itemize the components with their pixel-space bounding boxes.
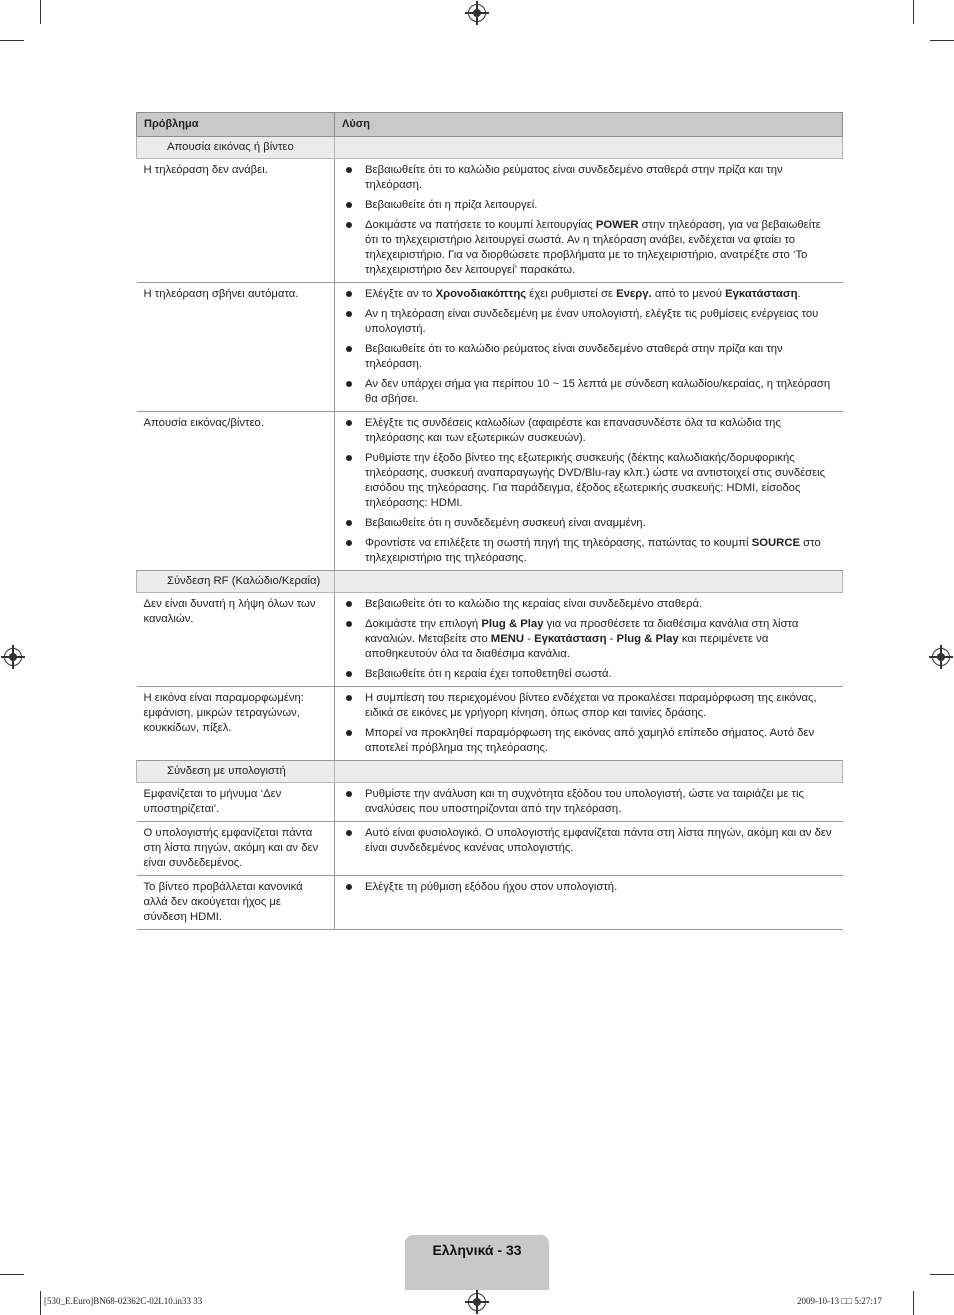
table-row	[137, 593, 843, 687]
crop-mark	[913, 1291, 914, 1315]
solution-cell	[335, 822, 843, 876]
solution-item: Βεβαιωθείτε ότι το καλώδιο της κεραίας είναι συνδεδεμένο σταθερά.	[342, 597, 836, 612]
problem-cell: Ο υπολογιστής εμφανίζεται πάντα στη λίστα πηγών, ακόμη και αν δεν είναι συνδεδεμένος.	[137, 822, 335, 876]
section-title: Σύνδεση RF (Καλώδιο/Κεραία)	[137, 571, 335, 593]
section-empty-cell	[335, 571, 843, 593]
solution-list	[342, 287, 836, 407]
solution-list	[342, 826, 836, 856]
solution-item: Βεβαιωθείτε ότι η κεραία έχει τοποθετηθεί σωστά.	[342, 667, 836, 682]
table-row	[137, 822, 843, 876]
section-row	[137, 761, 843, 783]
crop-mark	[930, 1274, 954, 1275]
solution-item: Ελέγξτε τη ρύθμιση εξόδου ήχου στον υπολογιστή.	[342, 880, 836, 895]
solution-item: Αν η τηλεόραση είναι συνδεδεμένη με έναν υπολογιστή, ελέγξτε τις ρυθμίσεις ενέργειας του υπολογιστή.	[342, 307, 836, 337]
problem-cell: Απουσία εικόνας/βίντεο.	[137, 412, 335, 571]
solution-cell	[335, 876, 843, 930]
crop-mark	[0, 40, 24, 41]
solution-list	[342, 787, 836, 817]
table-row	[137, 412, 843, 571]
section-row	[137, 571, 843, 593]
solution-item: Ρυθμίστε την έξοδο βίντεο της εξωτερικής συσκευής (δέκτης καλωδιακής/δορυφορικής τηλεόρασης, συσκευή αναπαραγωγής DVD/Blu-ray κλπ.) ώστε να αντιστοιχεί στις συνδέσεις εισόδου της τηλεόρασης. Για παράδειγμα, έξοδος εξωτερικής συσκευής: HDMI, είσοδος τηλεόρασης: HDMI.	[342, 451, 836, 511]
table-row	[137, 159, 843, 283]
section-empty-cell	[335, 761, 843, 783]
solution-cell	[335, 283, 843, 412]
problem-cell: Η εικόνα είναι παραμορφωμένη: εμφάνιση, μικρών τετραγώνων, κουκκίδων, πίξελ.	[137, 687, 335, 761]
solution-item: Ελέγξτε αν το Χρονοδιακόπτης έχει ρυθμιστεί σε Ενεργ. από το μενού Εγκατάσταση.	[342, 287, 836, 302]
solution-item: Η συμπίεση του περιεχομένου βίντεο ενδέχεται να προκαλέσει παραμόρφωση της εικόνας, ειδικά σε εικόνες με γρήγορη κίνηση, όπως σπορ και ταινίες δράσης.	[342, 691, 836, 721]
footer-timestamp: 2009-10-13 □□ 5:27:17	[797, 1296, 882, 1306]
troubleshooting-table	[136, 112, 843, 930]
problem-cell: Η τηλεόραση σβήνει αυτόματα.	[137, 283, 335, 412]
solution-cell	[335, 593, 843, 687]
solution-item: Βεβαιωθείτε ότι η πρίζα λειτουργεί.	[342, 198, 836, 213]
crop-mark	[40, 1291, 41, 1315]
solution-cell	[335, 687, 843, 761]
solution-cell	[335, 412, 843, 571]
footer-file-info: [530_E.Euro]BN68-02362C-02L10.in33 33	[44, 1296, 203, 1306]
header-solution: Λύση	[335, 113, 843, 137]
solution-item: Δοκιμάστε την επιλογή Plug & Play για να προσθέσετε τα διαθέσιμα κανάλια στη λίστα καναλιών. Μεταβείτε στο MENU - Εγκατάσταση - Plug & Play και περιμένετε να αποθηκευτούν όλα τα διαθέσιμα κανάλια.	[342, 617, 836, 662]
registration-mark-icon	[468, 1293, 486, 1311]
table-body	[137, 137, 843, 930]
table-row	[137, 876, 843, 930]
problem-cell: Η τηλεόραση δεν ανάβει.	[137, 159, 335, 283]
solution-item: Βεβαιωθείτε ότι το καλώδιο ρεύματος είναι συνδεδεμένο σταθερά στην πρίζα και την τηλεόραση.	[342, 342, 836, 372]
registration-mark-icon	[4, 648, 22, 666]
solution-list	[342, 416, 836, 566]
section-empty-cell	[335, 137, 843, 159]
solution-item: Φροντίστε να επιλέξετε τη σωστή πηγή της τηλεόρασης, πατώντας το κουμπί SOURCE στο τηλεχειριστήριο της τηλεόρασης.	[342, 536, 836, 566]
problem-cell: Εμφανίζεται το μήνυμα ‘Δεν υποστηρίζεται’.	[137, 783, 335, 822]
header-problem: Πρόβλημα	[137, 113, 335, 137]
registration-mark-icon	[468, 4, 486, 22]
solution-list	[342, 880, 836, 895]
crop-mark	[930, 40, 954, 41]
crop-mark	[0, 1274, 24, 1275]
section-row	[137, 137, 843, 159]
table-row	[137, 687, 843, 761]
solution-cell	[335, 159, 843, 283]
solution-item: Ελέγξτε τις συνδέσεις καλωδίων (αφαιρέστε και επανασυνδέστε όλα τα καλώδια της τηλεόρασης και των εξωτερικών συσκευών).	[342, 416, 836, 446]
solution-item: Μπορεί να προκληθεί παραμόρφωση της εικόνας από χαμηλό επίπεδο σήματος. Αυτό δεν αποτελεί πρόβλημα της τηλεόρασης.	[342, 726, 836, 756]
page-number-label: Ελληνικά - 33	[405, 1235, 549, 1290]
crop-mark	[40, 0, 41, 24]
solution-cell	[335, 783, 843, 822]
solution-item: Ρυθμίστε την ανάλυση και τη συχνότητα εξόδου του υπολογιστή, ώστε να ταιριάζει με τις αναλύσεις που υποστηρίζονται από την τηλεόραση.	[342, 787, 836, 817]
solution-list	[342, 597, 836, 682]
solution-list	[342, 163, 836, 278]
solution-item: Βεβαιωθείτε ότι το καλώδιο ρεύματος είναι συνδεδεμένο σταθερά στην πρίζα και την τηλεόραση.	[342, 163, 836, 193]
problem-cell: Το βίντεο προβάλλεται κανονικά αλλά δεν ακούγεται ήχος με σύνδεση HDMI.	[137, 876, 335, 930]
problem-cell: Δεν είναι δυνατή η λήψη όλων των καναλιών.	[137, 593, 335, 687]
crop-mark	[913, 0, 914, 24]
solution-list	[342, 691, 836, 756]
section-title: Σύνδεση με υπολογιστή	[137, 761, 335, 783]
solution-item: Αν δεν υπάρχει σήμα για περίπου 10 ~ 15 λεπτά με σύνδεση καλωδίου/κεραίας, η τηλεόραση θα σβήσει.	[342, 377, 836, 407]
section-title: Απουσία εικόνας ή βίντεο	[137, 137, 335, 159]
table-row	[137, 783, 843, 822]
table-header-row	[137, 113, 843, 137]
solution-item: Βεβαιωθείτε ότι η συνδεδεμένη συσκευή είναι αναμμένη.	[342, 516, 836, 531]
solution-item: Αυτό είναι φυσιολογικό. Ο υπολογιστής εμφανίζεται πάντα στη λίστα πηγών, ακόμη και αν δεν είναι συνδεδεμένος κανένας υπολογιστής.	[342, 826, 836, 856]
table-row	[137, 283, 843, 412]
solution-item: Δοκιμάστε να πατήσετε το κουμπί λειτουργίας POWER στην τηλεόραση, για να βεβαιωθείτε ότι το τηλεχειριστήριο λειτουργεί σωστά. Αν η τηλεόραση ανάβει, ενδέχεται να φταίει το τηλεχειριστήριο. Για να διορθώσετε προβλήματα με το τηλεχειριστήριο, ανατρέξτε στο ‘Το τηλεχειριστήριο δεν λειτουργεί’ παρακάτω.	[342, 218, 836, 278]
registration-mark-icon	[932, 648, 950, 666]
